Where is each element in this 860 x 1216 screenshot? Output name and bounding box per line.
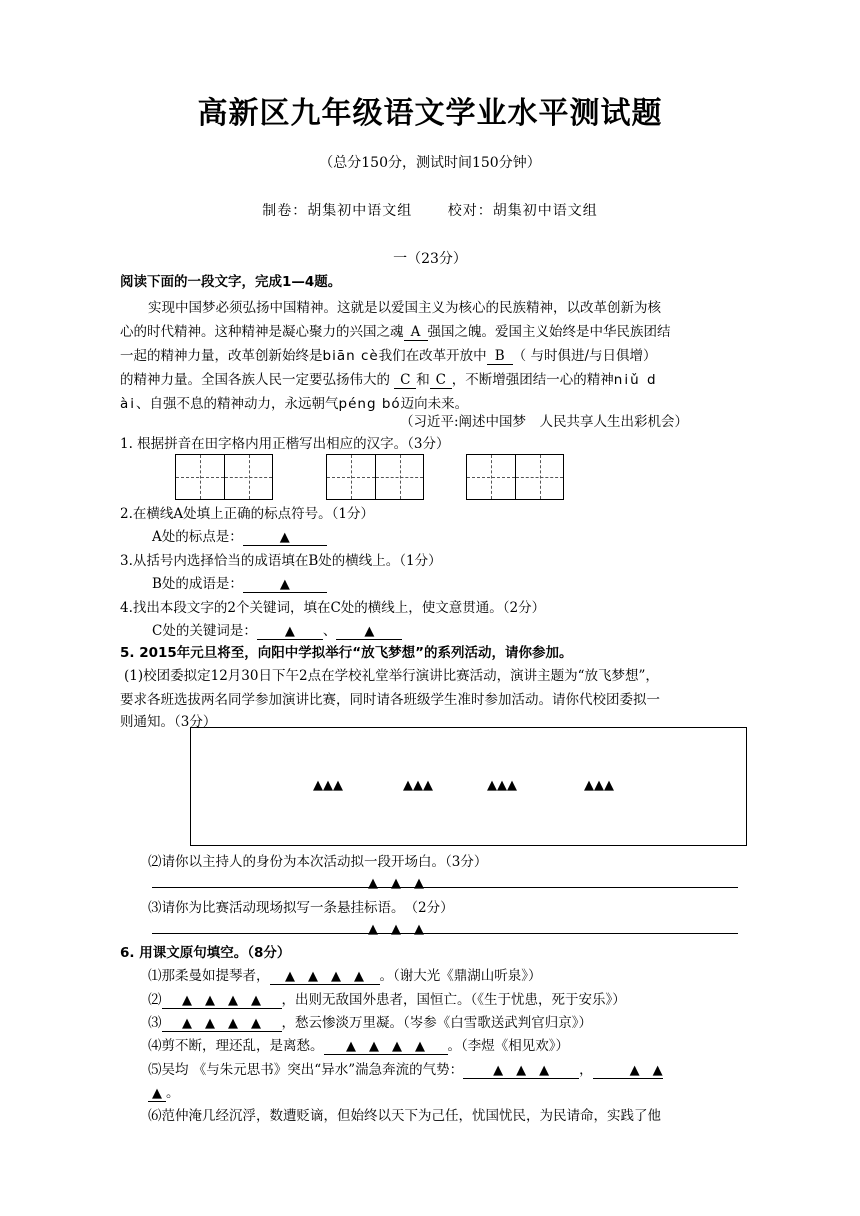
pinyin: ài (120, 396, 137, 412)
passage-text: 、自强不息的精神动力，永远朝气 (136, 396, 339, 412)
authors-line: 制卷：胡集初中语文组 校对：胡集初中语文组 (262, 203, 598, 219)
blank-c1: C (394, 372, 416, 389)
answer-blank[interactable]: ▲ ▲ ▲ ▲ (270, 965, 380, 985)
idiom-options: （ 与时俱进/与日俱增） (512, 348, 657, 364)
q5-3-marks: ▲ ▲ ▲ (368, 922, 424, 937)
answer-blank[interactable]: ▲ ▲ ▲ ▲ (162, 1012, 282, 1032)
page-title: 高新区九年级语文学业水平测试题 (197, 96, 663, 131)
tianzige-2[interactable] (326, 454, 424, 500)
question-6: 6. 用课文原句填空。（8分） (120, 945, 291, 961)
passage-text: 和 (416, 372, 430, 388)
pinyin: péng bó (338, 396, 401, 412)
tianzige-cell[interactable] (176, 455, 224, 499)
q6-item-1 (148, 964, 542, 985)
passage-source: （习近平:阐述中国梦 人民共享人生出彩机会） (400, 414, 689, 430)
tianzige-cell[interactable] (327, 455, 375, 499)
item-source: ，愁云惨淡万里凝。（岑参《白雪歌送武判官归京》） (281, 1015, 592, 1031)
passage-line-5 (120, 392, 468, 412)
subtitle: （总分150分，测试时间150分钟） (319, 155, 541, 171)
q6-item-3 (148, 1011, 592, 1032)
answer-blank[interactable]: ▲ ▲ ▲ ▲ (162, 989, 282, 1009)
q4-answer (152, 619, 402, 640)
q5-1-line-3: 则通知。（3分） (120, 714, 217, 730)
answer-blank[interactable]: ▲ ▲ ▲ (463, 1059, 579, 1079)
passage-text: 迈向未来。 (400, 396, 469, 412)
q6-item-4 (148, 1034, 569, 1055)
pinyin: niǔ d (613, 372, 658, 388)
passage-text: 心的时代精神。这种精神是凝心聚力的兴国之魂 (120, 324, 404, 340)
passage-text: 的精神力量。全国各族人民一定要弘扬伟大的 (120, 372, 390, 388)
passage-line-2 (120, 320, 671, 341)
answer-blank[interactable]: ▲ ▲ (593, 1059, 663, 1079)
answer-line[interactable] (152, 933, 738, 934)
box-marks: ▲▲▲ (487, 778, 517, 793)
tianzige-cell[interactable] (375, 455, 423, 499)
question-5-2: ⑵请你以主持人的身份为本次活动拟一段开场白。（3分） (148, 854, 488, 870)
passage-line-4 (120, 368, 658, 389)
q2-answer (152, 525, 327, 546)
passage-line-1: 实现中国梦必须弘扬中国精神。这就是以爱国主义为核心的民族精神，以改革创新为核 (148, 300, 661, 316)
answer-label: C处的关键词是： (152, 623, 257, 639)
answer-blank[interactable]: ▲ (243, 530, 327, 546)
answer-blank[interactable]: ▲ (257, 624, 323, 640)
separator: 、 (322, 623, 337, 639)
passage-text: 强国之魄。爱国主义始终是中华民族团结 (427, 324, 671, 340)
box-marks: ▲▲▲ (584, 778, 614, 793)
q6-item-2 (148, 988, 626, 1009)
question-1: 1. 根据拼音在田字格内用正楷写出相应的汉字。（3分） (120, 436, 450, 452)
question-2: 2.在横线A处填上正确的标点符号。（1分） (120, 506, 374, 522)
q3-answer (152, 572, 327, 593)
answer-line[interactable] (152, 887, 738, 888)
tianzige-cell[interactable] (515, 455, 563, 499)
reading-instruction: 阅读下面的一段文字，完成1—4题。 (120, 274, 342, 290)
q5-1-line-2: 要求各班选拔两名同学参加演讲比赛，同时请各班级学生准时参加活动。请你代校团委拟一 (120, 692, 660, 708)
blank-a: A (404, 324, 428, 341)
q6-item-5 (148, 1058, 663, 1079)
q6-item-6: ⑹范仲淹几经沉浮，数遭贬谪，但始终以天下为己任，忧国忧民，为民请命，实践了他 (148, 1108, 661, 1124)
pinyin: biān cè (322, 348, 379, 364)
tianzige-cell[interactable] (224, 455, 272, 499)
item-source: 。（谢大光《鼎湖山听泉》） (379, 968, 542, 984)
question-5: 5. 2015年元旦将至，向阳中学拟举行“放飞梦想”的系列活动，请你参加。 (120, 645, 573, 661)
answer-blank[interactable]: ▲ (243, 577, 327, 593)
q5-2-marks: ▲ ▲ ▲ (368, 876, 424, 891)
blank-c2: C (430, 372, 452, 389)
item-text: ⑷剪不断，理还乱，是离愁。 (148, 1038, 324, 1054)
item-text: ⑴那柔曼如提琴者， (148, 968, 270, 984)
question-4: 4.找出本段文字的2个关键词，填在C处的横线上，使文意贯通。（2分） (120, 600, 546, 616)
tianzige-3[interactable] (466, 454, 564, 500)
notice-answer-box[interactable] (190, 727, 747, 846)
item-text: ， (579, 1062, 593, 1078)
item-source: 。（李煜《相见欢》） (447, 1038, 569, 1054)
blank-b: B (487, 348, 513, 365)
passage-text: 我们在改革开放中 (378, 348, 487, 364)
tianzige-cell[interactable] (467, 455, 515, 499)
box-marks: ▲▲▲ (313, 778, 343, 793)
passage-line-3 (120, 344, 657, 365)
tianzige-1[interactable] (175, 454, 273, 500)
q6-item-5-cont (148, 1081, 180, 1102)
passage-text: 一起的精神力量，改革创新始终是 (120, 348, 323, 364)
answer-blank[interactable]: ▲ ▲ ▲ ▲ (324, 1035, 448, 1055)
question-3: 3.从括号内选择恰当的成语填在B处的横线上。（1分） (120, 553, 442, 569)
question-5-3: ⑶请你为比赛活动现场拟写一条悬挂标语。 （2分） (148, 900, 454, 916)
passage-text: ，不断增强团结一心的精神 (451, 372, 614, 388)
q5-1-line-1: (1)校团委拟定12月30日下午2点在学校礼堂举行演讲比赛活动，演讲主题为“放飞梦想”， (124, 668, 659, 684)
answer-blank[interactable]: ▲ (336, 624, 402, 640)
item-text: 。 (166, 1085, 180, 1101)
item-source: ，出则无敌国外患者，国恒亡。（《生于忧患，死于安乐》） (281, 992, 626, 1008)
answer-label: A处的标点是： (152, 529, 243, 545)
answer-blank[interactable]: ▲ (148, 1086, 166, 1102)
item-text: ⑶ (148, 1015, 162, 1031)
box-marks: ▲▲▲ (403, 778, 433, 793)
item-text: ⑸吴均 《与朱元思书》突出“异水”湍急奔流的气势： (148, 1062, 464, 1078)
section-heading: 一（23分） (393, 251, 467, 267)
answer-label: B处的成语是： (152, 576, 243, 592)
item-text: ⑵ (148, 992, 162, 1008)
